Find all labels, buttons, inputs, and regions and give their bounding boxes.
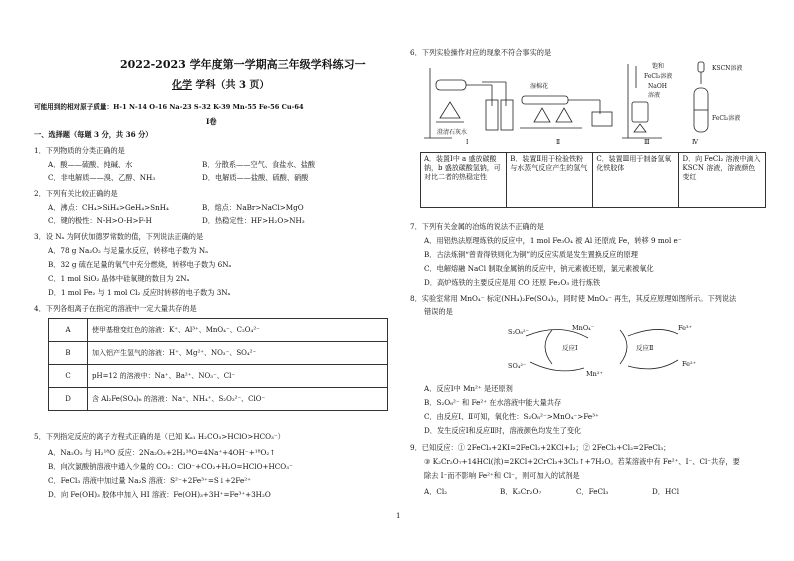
q3-stem: 3．设 Nₐ 为阿伏加德罗常数的值，下列说法正确的是 [34, 232, 204, 241]
table-row [421, 153, 766, 208]
q9-option-c: C．FeCl₃ [576, 487, 609, 496]
q5-option-d: D．向 Fe(OH)₃ 胶体中加入 HI 溶液：Fe(OH)₃+3H⁺=Fe³⁺+3H₂O [48, 490, 271, 499]
q4-row-label: C [49, 365, 88, 388]
q4-row-label: B [49, 342, 88, 365]
apparatus-2-drawing [520, 96, 612, 128]
label-mno4: MnO₄⁻ [572, 324, 595, 332]
q7-option-a: A．用铝热法原理炼铁的反应中，1 mol Fe₃O₄ 被 Al 还原成 Fe，转移 9 mol e⁻ [424, 236, 682, 245]
table-row [49, 365, 388, 388]
cycle-arrow [628, 360, 678, 369]
q5-option-a: A．Na₂O₂ 与 H₂¹⁸O 反应：2Na₂O₂+2H₂¹⁸O=4Na⁺+4OH⁻+¹⁸O₂↑ [48, 448, 276, 457]
q1-option-a: A．酸——硫酸、纯碱、水 [48, 160, 133, 169]
page-number: 1 [396, 512, 401, 520]
apparatus-3-number: Ⅲ [644, 139, 650, 146]
apparatus-4-drawing [694, 62, 708, 132]
cycle-arrow [530, 362, 584, 371]
apparatus-3-label-d: 溶液 [648, 92, 661, 99]
q4-stem: 4．下列各组离子在指定的溶液中一定大量共存的是 [34, 304, 197, 313]
apparatus-2-number: Ⅱ [556, 139, 561, 146]
subject-line [172, 76, 269, 91]
apparatus-4-label-a: KSCN溶液 [712, 65, 743, 72]
q7-option-c: C．电解熔融 NaCl 制取金属钠的反应中，钠元素被还原，氯元素被氧化 [424, 264, 654, 273]
label-so4: SO₄²⁻ [508, 362, 527, 370]
q8-reaction-cycle-diagram [478, 316, 708, 378]
apparatus-1-drawing [424, 68, 513, 138]
label-reaction-1: 反应Ⅰ [562, 344, 578, 352]
q5-option-c: C．FeCl₃ 溶液中加过量 Na₂S 溶液：S²⁻+2Fe³⁺=S↓+2Fe²⁺ [48, 476, 251, 485]
apparatus-3-label-a: 饱和 [652, 63, 665, 70]
subject-suffix: 学科（共 3 页） [195, 80, 270, 91]
q3-option-b: B．32 g 硫在足量的氧气中充分燃烧，转移电子数为 6Nₐ [48, 260, 232, 269]
q9-option-d: D．HCl [652, 487, 680, 496]
q4-row-label: D [49, 388, 88, 411]
q6-stem: 6．下列实验操作对应的现象不符合事实的是 [410, 48, 552, 57]
q1-option-d: D．电解质——盐酸、硫酸、硝酸 [202, 173, 309, 182]
q9-stem-cont: ③ K₂Cr₂O₇+14HCl(浓)=2KCl+2CrCl₃+3Cl₂↑+7H₂O。若某溶液中有 Fe²⁺、I⁻、Cl⁻共存，要 [424, 457, 740, 466]
atomic-masses: 可能用到的相对原子质量：H-1 N-14 O-16 Na-23 S-32 K-39 Mn-55 Fe-56 Cu-64 [34, 103, 304, 111]
q6-apparatus-figures [422, 58, 762, 146]
q6-option-b: B．装置Ⅱ用于检验铁粉与水蒸气反应产生的氢气 [507, 153, 593, 208]
table-row [49, 319, 388, 342]
apparatus-1-number: Ⅰ [466, 139, 469, 146]
q8-option-a: A．反应Ⅰ中 Mn²⁺ 是还原剂 [424, 384, 513, 393]
q4-row-text: 含 Al₂Fe(SO₄)₆ 的溶液：Na⁺、NH₄⁺、S₂O₃²⁻、ClO⁻ [88, 388, 388, 411]
q4-row-text: 使甲基橙变红色的溶液：K⁺、Al³⁺、MnO₄⁻、C₂O₄²⁻ [88, 319, 388, 342]
q2-option-b: B．熔点：NaBr>NaCl>MgO [202, 203, 304, 212]
q8-option-c: C．由反应Ⅰ、Ⅱ可知，氧化性：S₂O₈²⁻>MnO₄⁻>Fe³⁺ [424, 412, 599, 421]
q7-stem: 7．下列有关金属的冶炼的说法不正确的是 [410, 222, 544, 231]
q2-option-a: A．沸点：CH₄>SiH₄>GeH₄>SnH₄ [48, 203, 169, 212]
q2-stem: 2．下列有关比较正确的是 [34, 189, 118, 198]
label-fe2: Fe²⁺ [682, 360, 697, 368]
q9-stem: 9．已知反应：① 2FeCl₃+2KI=2FeCl₂+2KCl+I₂；② 2FeCl₂+Cl₂=2FeCl₃； [410, 443, 671, 452]
q6-options-table [420, 152, 766, 208]
apparatus-1-label: 澄清石灰水 [437, 129, 468, 136]
volume-label: Ⅰ卷 [206, 117, 217, 126]
cycle-arrow [620, 330, 627, 364]
q6-option-c: C．装置Ⅲ用于制备氢氧化铁胶体 [593, 153, 679, 208]
q8-stem: 8．实验室常用 MnO₄⁻ 标定(NH₄)₂Fe(SO₄)₂，同时使 MnO₄⁻ 再生，其反应原理如图所示。下列说法 [410, 294, 737, 303]
q8-option-b: B．S₂O₈²⁻ 和 Fe²⁺ 在水溶液中能大量共存 [424, 398, 562, 407]
q7-option-b: B．古法炼铜“曾青得铁则化为铜”的反应实质是发生置换反应的原理 [424, 250, 638, 259]
q1-option-c: C．非电解质——溴、乙醇、NH₃ [48, 173, 156, 182]
subject-name: 化学 [172, 80, 192, 91]
q1-option-b: B．分散系——空气、食盐水、盐酸 [202, 160, 316, 169]
q4-options-table [48, 318, 388, 411]
exam-title: 2022-2023 学年度第一学期高三年级学科练习一 [120, 58, 366, 71]
label-mn2: Mn²⁺ [586, 370, 603, 378]
table-row [49, 388, 388, 411]
apparatus-3-label-c: NaOH [648, 83, 667, 90]
q9-stem-cont2: 除去 I⁻而不影响 Fe²⁺和 Cl⁻，则可加入的试剂是 [424, 471, 580, 480]
q9-option-b: B．K₂Cr₂O₇ [500, 487, 542, 496]
q2-option-c: C．键的极性：N-H>O-H>F-H [48, 216, 152, 225]
apparatus-3-label-b: FeCl₃溶液 [644, 73, 673, 80]
label-fe3: Fe³⁺ [678, 324, 693, 332]
section-heading: 一、选择题（每题 3 分，共 36 分） [34, 130, 153, 139]
apparatus-2-label: 湿棉花 [530, 83, 549, 90]
apparatus-4-number: Ⅳ [692, 139, 698, 146]
q1-stem: 1．下列物质的分类正确的是 [34, 146, 125, 155]
q4-row-label: A [49, 319, 88, 342]
q5-stem: 5．下列指定反应的离子方程式正确的是（已知 Kₐ₁ H₂CO₃>HClO>HCO₃⁻） [34, 432, 285, 441]
q9-option-a: A．Cl₂ [424, 487, 448, 496]
apparatus-4-label-b: FeCl₂溶液 [712, 115, 741, 122]
q3-option-a: A．78 g Na₂O₂ 与足量水反应，转移电子数为 Nₐ [48, 246, 208, 255]
q6-option-d: D．向 FeCl₂ 溶液中滴入 KSCN 溶液，溶液颜色变红 [679, 153, 766, 208]
q8-stem-cont: 错误的是 [424, 307, 453, 316]
q6-option-a: A．装置Ⅰ中 a 盛放碳酸钠，b 盛放碳酸氢钠，可对比二者的热稳定性 [421, 153, 507, 208]
q8-option-d: D．发生反应Ⅰ和反应Ⅱ时，溶液颜色均发生了变化 [424, 426, 582, 435]
q5-option-b: B．向次氯酸钠溶液中通入少量的 CO₂：ClO⁻+CO₂+H₂O=HClO+HCO₃⁻ [48, 462, 293, 471]
cycle-arrow [545, 330, 552, 364]
label-reaction-2: 反应Ⅱ [636, 344, 654, 352]
q4-row-text: pH=12 的溶液中：Na⁺、Ba²⁺、NO₃⁻、Cl⁻ [88, 365, 388, 388]
label-s2o8: S₂O₈²⁻ [508, 328, 530, 336]
q4-row-text: 加入铝产生氢气的溶液：H⁺、Mg²⁺、NO₃⁻、SO₄²⁻ [88, 342, 388, 365]
q7-option-d: D．高炉炼铁的主要反应是用 CO 还原 Fe₂O₃ 进行炼铁 [424, 278, 601, 287]
table-row [49, 342, 388, 365]
q2-option-d: D．热稳定性：HF>H₂O>NH₃ [202, 216, 305, 225]
q3-option-c: C．1 mol SiO₂ 晶体中硅氧键的数目为 2Nₐ [48, 274, 190, 283]
q3-option-d: D．1 mol Fe₂ 与 1 mol Cl₂ 反应时转移的电子数为 3Nₐ [48, 288, 231, 297]
cycle-arrow [628, 329, 678, 336]
